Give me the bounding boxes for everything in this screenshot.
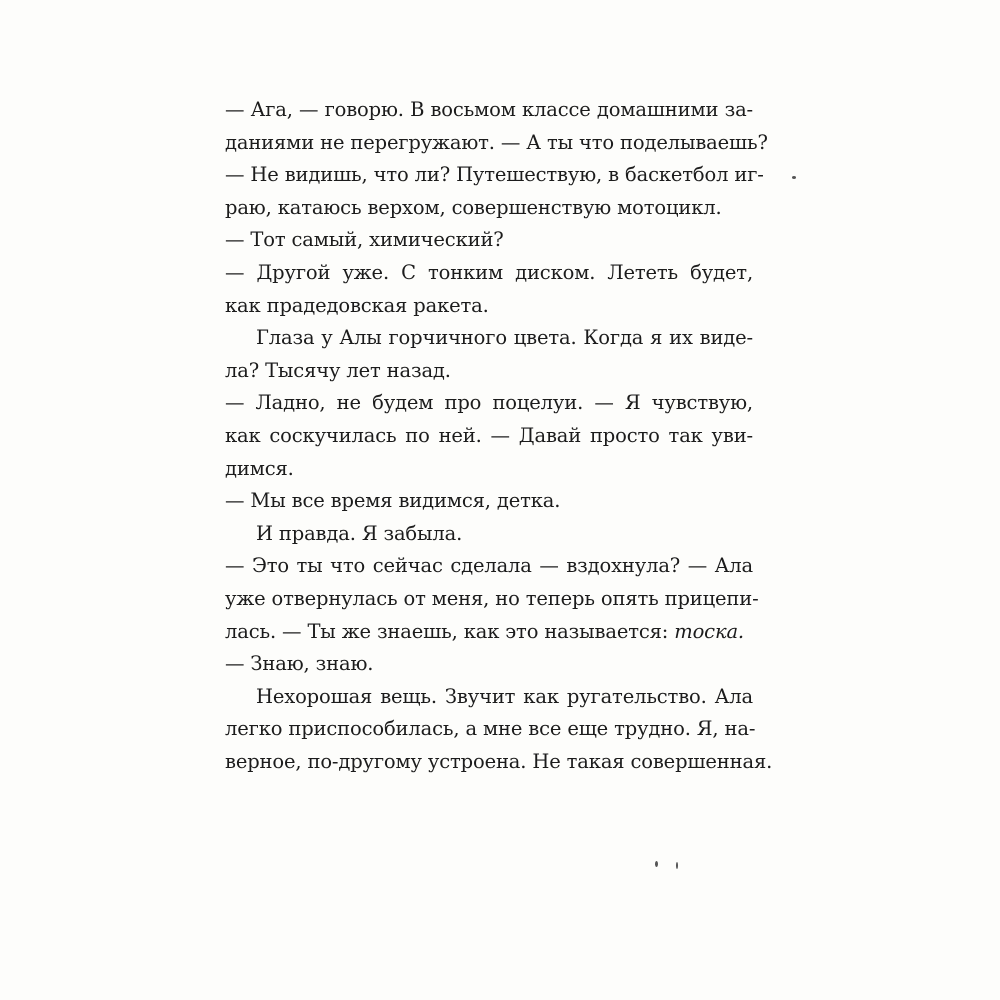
- text-line: — Тот самый, химический?: [225, 228, 504, 252]
- scan-speck: [655, 861, 658, 867]
- text-line: Глаза у Алы горчичного цвета. Когда я их виде-: [256, 326, 753, 350]
- scan-speck: [792, 176, 796, 179]
- text-line: — Ладно, не будем про поцелуи. — Я чувствую,: [225, 391, 753, 415]
- text-line: — Знаю, знаю.: [225, 652, 374, 676]
- text-line: уже отвернулась от меня, но теперь опять прицепи-: [225, 586, 759, 610]
- text-line: верное, по-другому устроена. Не такая совершенная.: [225, 749, 773, 773]
- text-line: — Не видишь, что ли? Путешествую, в баскетбол иг-: [225, 163, 764, 187]
- text-line: димся.: [225, 456, 294, 480]
- text-line: раю, катаюсь верхом, совершенствую мотоцикл.: [225, 195, 722, 219]
- text-line: [225, 616, 753, 649]
- text-line-segment: лась. — Ты же знаешь, как это называется:: [225, 619, 675, 643]
- text-line: — Это ты что сейчас сделала — вздохнула? — Ала: [225, 554, 753, 578]
- text-line: — Ага, — говорю. В восьмом классе домашними за-: [225, 98, 753, 121]
- text-line: — Другой уже. С тонким диском. Лететь будет,: [225, 260, 753, 284]
- text-line: ла? Тысячу лет назад.: [225, 358, 451, 382]
- text-line: — Мы все время видимся, детка.: [225, 489, 561, 513]
- text-line: как прадедовская ракета.: [225, 293, 489, 317]
- text-line: И правда. Я забыла.: [256, 521, 463, 545]
- text-line: как соскучилась по ней. — Давай просто так уви-: [225, 423, 753, 447]
- text-line: легко приспособилась, а мне все еще трудно. Я, на-: [225, 717, 756, 741]
- italic-word: тоска.: [674, 619, 744, 643]
- page-text: [225, 94, 773, 778]
- text-line: даниями не перегружают. — А ты что поделываешь?: [225, 130, 768, 154]
- text-line: Нехорошая вещь. Звучит как ругательство. Ала: [256, 684, 753, 708]
- scan-speck: [676, 862, 678, 869]
